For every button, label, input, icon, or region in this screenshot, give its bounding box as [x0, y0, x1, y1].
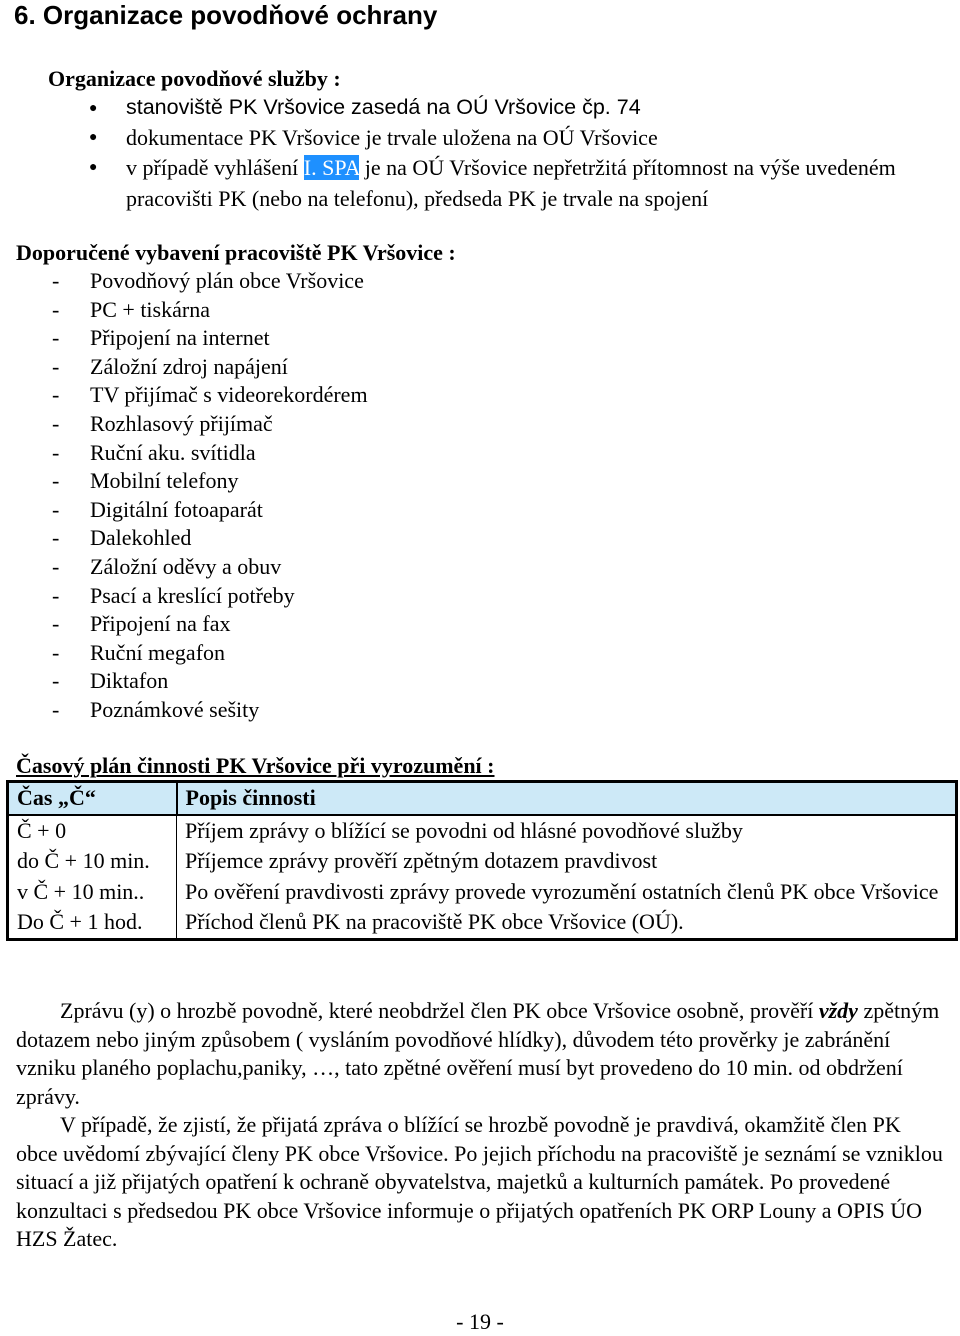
equipment-item-label: Rozhlasový přijímač: [90, 410, 273, 436]
schedule-title: Časový plán činnosti PK Vršovice při vyrozumění :: [16, 753, 495, 778]
equipment-item-label: Připojení na internet: [90, 325, 270, 351]
equipment-item-label: Dalekohled: [90, 525, 192, 551]
equipment-title: Doporučené vybavení pracoviště PK Vršovice :: [16, 240, 456, 265]
notification-paragraph: [16, 1111, 946, 1254]
bullet-icon: ●: [89, 160, 98, 175]
verification-paragraph: [16, 997, 946, 1111]
list-item: [52, 353, 368, 382]
list-item: [52, 696, 368, 725]
list-item: [52, 467, 368, 496]
equipment-item-label: Ruční aku. svítidla: [90, 439, 256, 465]
list-item: [52, 524, 368, 553]
paragraph-text: V případě, že zjistí, že přijatá zpráva o blížící se hrozbě povodně je pravdivá, okamžitě člen PK obce uvědomí zbývající členy PK obce Vršovice. Po jejich příchodu na pracoviště je seznámí se vzniklou situací a již přijatých opatření k ochraně obyvatelstva, majetků a kulturních památek. Po provedené konzultaci s předsedou PK obce Vršovice informuje o přijatých opatřeních PK ORP Louny a OPIS ÚO HZS Žatec.: [16, 1112, 943, 1252]
equipment-item-label: PC + tiskárna: [90, 296, 210, 322]
equipment-item-label: TV přijímač s videorekordérem: [90, 382, 368, 408]
dash-marker: -: [52, 325, 60, 351]
dash-marker: -: [52, 553, 60, 579]
service-bullet-list: [84, 92, 944, 214]
list-item: [52, 296, 368, 325]
dash-marker: -: [52, 582, 60, 608]
time-cell: Č + 0: [8, 815, 177, 847]
dash-marker: -: [52, 296, 60, 322]
emphasis-text: vždy: [818, 998, 858, 1023]
equipment-item-label: Diktafon: [90, 668, 169, 694]
dash-marker: -: [52, 639, 60, 665]
list-item: [52, 553, 368, 582]
bullet-icon: ●: [89, 129, 98, 145]
equipment-item-label: Digitální fotoaparát: [90, 496, 263, 522]
equipment-item-label: Psací a kreslící potřeby: [90, 582, 295, 608]
paragraph-text-pre: Zprávu (y) o hrozbě povodně, které neobdržel člen PK obce Vršovice osobně, prověří: [60, 998, 819, 1023]
list-item: [52, 610, 368, 639]
equipment-item-label: Povodňový plán obce Vršovice: [90, 268, 364, 293]
list-item: [84, 153, 944, 214]
list-item: [52, 381, 368, 410]
list-item: [84, 92, 944, 123]
header-time: Čas „Č“: [8, 782, 177, 815]
header-description: Popis činnosti: [177, 782, 957, 815]
dash-marker: -: [52, 468, 60, 494]
list-item: [52, 439, 368, 468]
dash-marker: -: [52, 268, 60, 293]
equipment-item-label: Poznámkové sešity: [90, 696, 260, 722]
dash-marker: -: [52, 496, 60, 522]
dash-marker: -: [52, 611, 60, 637]
table-row: [8, 846, 957, 877]
dash-marker: -: [52, 668, 60, 694]
equipment-item-label: Ruční megafon: [90, 639, 226, 665]
dash-marker: -: [52, 382, 60, 408]
list-item: [52, 582, 368, 611]
bullet-text: [126, 155, 896, 211]
description-cell: Příjem zprávy o blížící se povodni od hlásné povodňové služby: [177, 815, 957, 847]
table-row: [8, 815, 957, 847]
description-cell: Příchod členů PK na pracoviště PK obce Vršovice (OÚ).: [177, 907, 957, 939]
list-item: [52, 410, 368, 439]
equipment-item-label: Připojení na fax: [90, 611, 231, 637]
bullet-text: dokumentace PK Vršovice je trvale uložena na OÚ Vršovice: [126, 124, 658, 150]
dash-marker: -: [52, 525, 60, 551]
dash-marker: -: [52, 696, 60, 722]
table-row: [8, 907, 957, 939]
dash-marker: -: [52, 439, 60, 465]
bullet-text-pre: v případě vyhlášení: [126, 155, 304, 180]
table-row: [8, 877, 957, 908]
list-item: [52, 639, 368, 668]
equipment-item-label: Záložní zdroj napájení: [90, 353, 288, 379]
dash-marker: -: [52, 410, 60, 436]
list-item: [52, 667, 368, 696]
time-cell: do Č + 10 min.: [8, 846, 177, 877]
equipment-list: [52, 267, 368, 725]
list-item: [52, 267, 368, 296]
selected-text-highlight[interactable]: I. SPA: [303, 155, 360, 180]
description-cell: Po ověření pravdivosti zprávy provede vyrozumění ostatních členů PK obce Vršovice: [177, 877, 957, 908]
time-cell: Do Č + 1 hod.: [8, 907, 177, 939]
bullet-icon: ●: [89, 99, 98, 115]
equipment-item-label: Mobilní telefony: [90, 468, 239, 494]
service-title: Organizace povodňové služby :: [48, 66, 341, 91]
list-item: [52, 324, 368, 353]
paragraph-text-post: zpětným dotazem nebo jiným způsobem ( vysláním povodňové hlídky), důvodem této prověrky je zabránění vzniku planého poplachu,paniky, …, tato zpětné ověření musí byt provedeno do 10 min. od obdržení zprávy.: [16, 998, 940, 1109]
bullet-text-post: je na OÚ Vršovice nepřetržitá přítomnost na výše uvedeném pracovišti PK (nebo na telefonu), předseda PK je trvale na spojení: [126, 155, 896, 211]
dash-marker: -: [52, 353, 60, 379]
page-number: - 19 -: [456, 1309, 504, 1334]
list-item: [52, 496, 368, 525]
bullet-text: stanoviště PK Vršovice zasedá na OÚ Vršovice čp. 74: [126, 95, 641, 119]
list-item: [84, 123, 944, 154]
table-header-row: [8, 782, 957, 815]
schedule-table: [6, 780, 958, 941]
description-cell: Příjemce zprávy prověří zpětným dotazem pravdivost: [177, 846, 957, 877]
page-heading: 6. Organizace povodňové ochrany: [14, 0, 438, 30]
time-cell: v Č + 10 min..: [8, 877, 177, 908]
equipment-item-label: Záložní oděvy a obuv: [90, 553, 282, 579]
